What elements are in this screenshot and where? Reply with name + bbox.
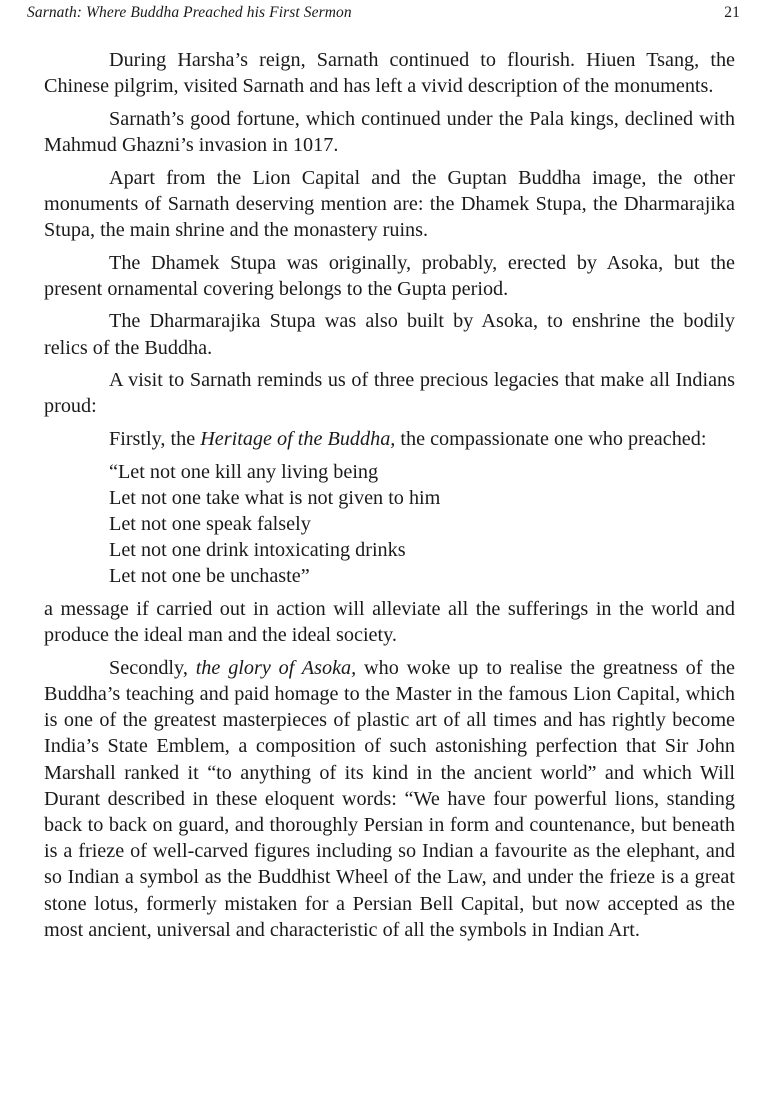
paragraph-harsha: During Harsha’s reign, Sarnath continued to flourish. Hiuen Tsang, the Chinese pilgrim, visited Sarnath and has left a vivid description of the monuments. xyxy=(44,49,735,98)
firstly-text-end: the compassionate one who preached: xyxy=(395,427,707,450)
verse-quote xyxy=(44,459,735,590)
paragraph-message: a message if carried out in action will alleviate all the sufferings in the world and produce the ideal man and the ideal society. xyxy=(44,597,735,647)
secondly-text-end: who woke up to realise the greatness of the Buddha’s teaching and paid homage to the Master in the famous Lion Capital, which is one of the greatest masterpieces of plastic art of all times and has rightly become India’s State Emblem, a composition of such astonishing perfection that Sir John Marshall ranked it “to anything of its kind in the ancient world” and which Will Durant described in these eloquent words: “We have four powerful lions, standing back to back on guard, and thoroughly Persian in form and countenance, but beneath is a frieze of well-carved figures including so Indian a favourite as the elephant, and so Indian a symbol as the Buddhist Wheel of the Law, and under the frieze is a great stone lotus, formerly mistaken for a Persian Bell Capital, but now accepted as the most ancient, universal and characteristic of all the symbols in Indian Art. xyxy=(44,656,735,941)
firstly-italic-phrase: Heritage of the Buddha, xyxy=(200,427,396,450)
page-number: 21 xyxy=(724,4,740,21)
verse-line: Let not one drink intoxicating drinks xyxy=(109,539,406,562)
paragraph-dharmarajika-stupa: The Dharmarajika Stupa was also built by Asoka, to enshrine the bodily relics of the Buddha. xyxy=(44,310,735,359)
secondly-text-start: Secondly, xyxy=(109,656,196,679)
paragraph-good-fortune: Sarnath’s good fortune, which continued under the Pala kings, declined with Mahmud Ghazni’s invasion in 1017. xyxy=(44,107,735,156)
running-header xyxy=(27,4,740,26)
body-text xyxy=(44,47,735,949)
verse-line: Let not one take what is not given to him xyxy=(109,486,441,509)
paragraph-monuments: Apart from the Lion Capital and the Guptan Buddha image, the other monuments of Sarnath deserving mention are: the Dhamek Stupa, the Dharmarajika Stupa, the main shrine and the monastery ruins. xyxy=(44,166,735,241)
running-title: Sarnath: Where Buddha Preached his First Sermon xyxy=(27,4,352,21)
paragraph-secondly xyxy=(44,655,735,943)
secondly-italic-phrase: the glory of Asoka, xyxy=(195,656,357,679)
firstly-text-start: Firstly, the xyxy=(109,427,201,450)
verse-line: Let not one be unchaste” xyxy=(109,565,310,588)
verse-line: “Let not one kill any living being xyxy=(109,460,379,483)
paragraph-firstly xyxy=(44,426,735,452)
paragraph-legacies: A visit to Sarnath reminds us of three precious legacies that make all Indians proud: xyxy=(44,369,735,418)
verse-line: Let not one speak falsely xyxy=(109,512,311,535)
paragraph-dhamek-stupa: The Dhamek Stupa was originally, probably, erected by Asoka, but the present ornamental covering belongs to the Gupta period. xyxy=(44,251,735,300)
